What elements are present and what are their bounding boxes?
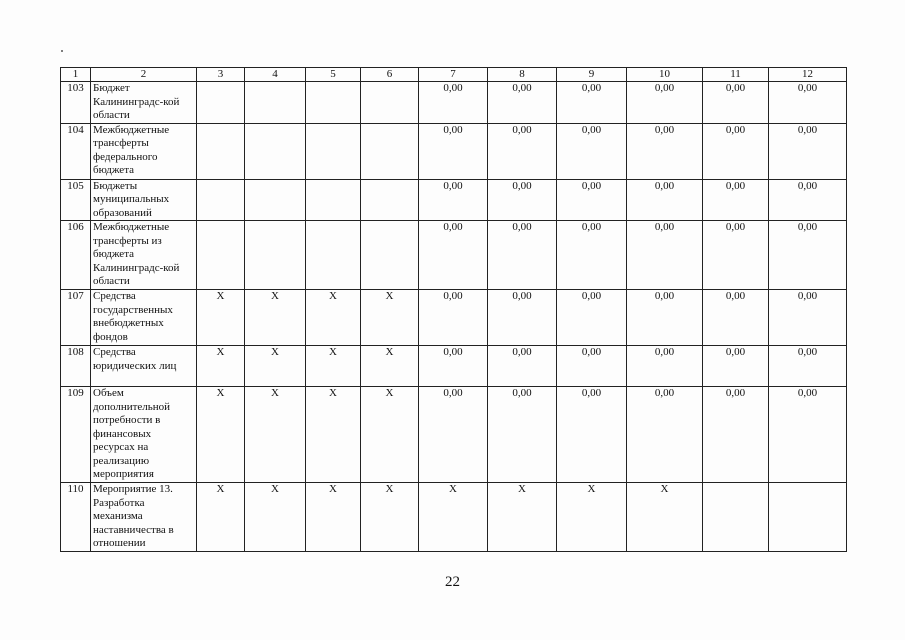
table-row [61,221,847,290]
table-cell: Х [245,387,306,483]
table-cell: Х [306,387,361,483]
table-cell [245,123,306,179]
table-cell: 0,00 [769,346,847,387]
row-name: Межбюджетные трансферты из бюджета Калининградс-кой области [91,221,197,290]
table-cell [197,221,245,290]
table-cell: 0,00 [627,290,703,346]
table-cell [361,179,419,221]
header-cell: 1 [61,68,91,82]
table-cell: 0,00 [557,387,627,483]
table-cell: 0,00 [557,82,627,124]
table-row [61,387,847,483]
table-cell: 0,00 [627,387,703,483]
header-cell: 7 [419,68,488,82]
table-cell [306,123,361,179]
table-cell: 0,00 [769,290,847,346]
table-body [61,68,847,552]
table-cell: Х [306,483,361,552]
row-number: 109 [61,387,91,483]
table-row [61,290,847,346]
table-cell: Х [361,387,419,483]
row-number: 104 [61,123,91,179]
header-cell: 3 [197,68,245,82]
header-cell: 10 [627,68,703,82]
table-cell: Х [245,290,306,346]
table-cell: Х [197,483,245,552]
table-cell: 0,00 [769,179,847,221]
table-cell [361,123,419,179]
table-cell: 0,00 [703,221,769,290]
table-cell [361,221,419,290]
row-name: Межбюджетные трансферты федерального бюджета [91,123,197,179]
table-cell: 0,00 [703,123,769,179]
table-cell: 0,00 [419,221,488,290]
table-row [61,123,847,179]
table-cell: 0,00 [703,82,769,124]
table-cell: 0,00 [769,221,847,290]
row-name: Бюджет Калининградс-кой области [91,82,197,124]
table-cell [245,179,306,221]
table-cell: 0,00 [703,387,769,483]
table-cell [306,179,361,221]
table-cell: 0,00 [627,179,703,221]
table-cell: 0,00 [769,82,847,124]
header-cell: 2 [91,68,197,82]
table-cell [769,483,847,552]
table-row [61,179,847,221]
table-cell [306,221,361,290]
table-cell: 0,00 [488,82,557,124]
table-cell: 0,00 [488,346,557,387]
table-cell: 0,00 [488,221,557,290]
row-number: 106 [61,221,91,290]
row-name: Средства государственных внебюджетных фондов [91,290,197,346]
row-name: Бюджеты муниципальных образований [91,179,197,221]
table-cell [197,82,245,124]
table-cell: 0,00 [557,290,627,346]
table-cell: Х [488,483,557,552]
table-cell: 0,00 [488,179,557,221]
table-cell: 0,00 [557,179,627,221]
table-cell: 0,00 [488,387,557,483]
table-cell [703,483,769,552]
table-cell [245,221,306,290]
header-cell: 11 [703,68,769,82]
table-cell [245,82,306,124]
row-name: Средства юридических лиц [91,346,197,387]
table-cell: 0,00 [703,346,769,387]
table-cell: Х [245,483,306,552]
table-cell: 0,00 [627,123,703,179]
header-cell: 4 [245,68,306,82]
table-cell: Х [197,346,245,387]
table-cell: Х [361,483,419,552]
row-number: 110 [61,483,91,552]
table-cell: 0,00 [557,123,627,179]
row-number: 103 [61,82,91,124]
row-number: 107 [61,290,91,346]
table-cell: 0,00 [419,123,488,179]
header-cell: 12 [769,68,847,82]
scan-speck [61,50,63,52]
table-cell: Х [361,346,419,387]
table-cell: 0,00 [703,290,769,346]
table-cell: Х [306,346,361,387]
table-row [61,82,847,124]
budget-table [60,67,847,552]
header-cell: 9 [557,68,627,82]
table-cell: 0,00 [419,346,488,387]
table-cell: Х [361,290,419,346]
row-name: Объем дополнительной потребности в финансовых ресурсах на реализацию мероприятия [91,387,197,483]
header-cell: 5 [306,68,361,82]
table-cell: 0,00 [419,179,488,221]
table-cell: 0,00 [627,346,703,387]
table-cell: Х [197,387,245,483]
row-number: 105 [61,179,91,221]
header-cell: 6 [361,68,419,82]
page-number: 22 [445,574,460,590]
row-number: 108 [61,346,91,387]
table-cell: 0,00 [488,123,557,179]
table-cell: 0,00 [769,387,847,483]
table-cell: 0,00 [703,179,769,221]
table-cell [197,179,245,221]
table-cell: 0,00 [419,290,488,346]
table-cell: 0,00 [627,221,703,290]
table-cell: 0,00 [488,290,557,346]
table-cell: Х [197,290,245,346]
table-cell [361,82,419,124]
table-cell: 0,00 [419,387,488,483]
table-cell: Х [627,483,703,552]
table-cell: 0,00 [627,82,703,124]
table-cell: Х [245,346,306,387]
table-cell: 0,00 [557,346,627,387]
table-header-row [61,68,847,82]
table-cell: 0,00 [419,82,488,124]
table-cell: Х [419,483,488,552]
table-row [61,483,847,552]
table-cell [197,123,245,179]
row-name: Мероприятие 13. Разработка механизма наставничества в отношении [91,483,197,552]
table-cell: 0,00 [769,123,847,179]
table-cell: 0,00 [557,221,627,290]
header-cell: 8 [488,68,557,82]
table-cell [306,82,361,124]
table-cell: Х [306,290,361,346]
table-cell: Х [557,483,627,552]
table-row [61,346,847,387]
